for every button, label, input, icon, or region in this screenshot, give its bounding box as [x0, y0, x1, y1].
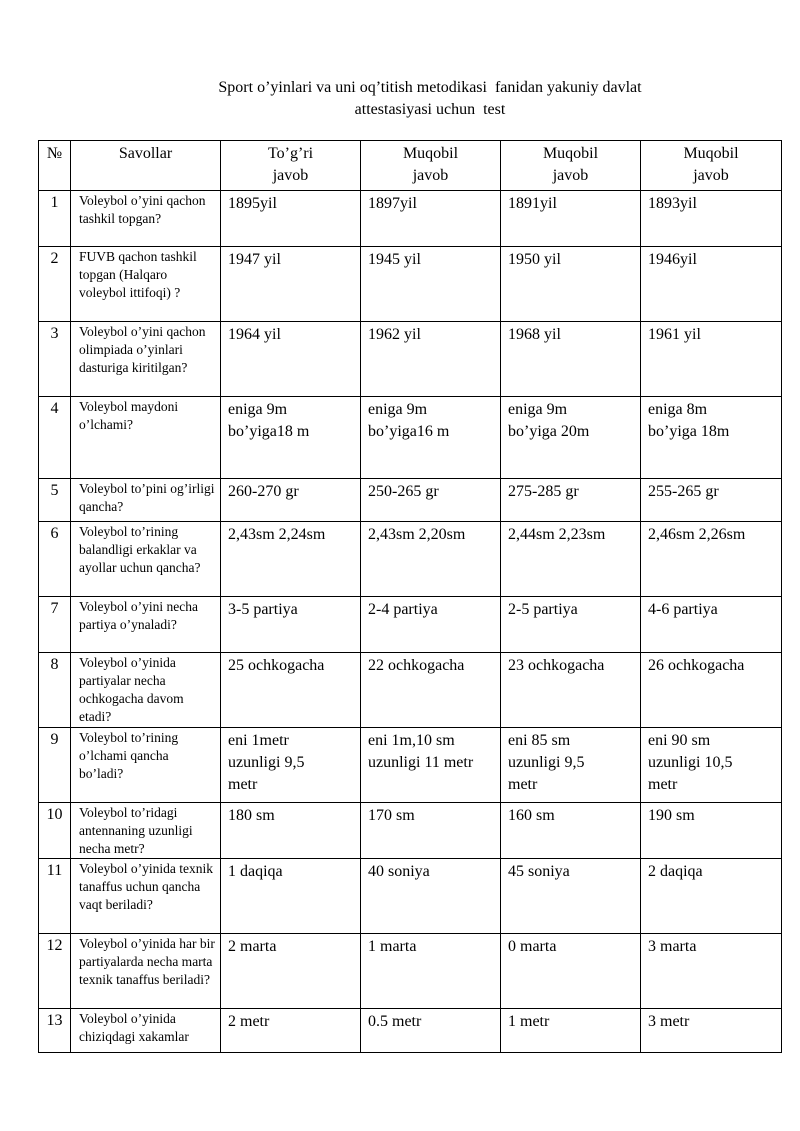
- row-number: 3: [39, 322, 71, 397]
- table-row: [39, 322, 782, 397]
- header-row: [39, 141, 782, 191]
- alternative-answer-cell: eniga 8m bo’yiga 18m: [641, 397, 782, 479]
- correct-answer-cell: 1964 yil: [221, 322, 361, 397]
- table-row: [39, 597, 782, 653]
- table-row: [39, 934, 782, 1009]
- alternative-answer-cell: 1 metr: [501, 1009, 641, 1053]
- alternative-answer-cell: 2-5 partiya: [501, 597, 641, 653]
- correct-answer-cell: 1947 yil: [221, 247, 361, 322]
- question-cell: Voleybol o’yinida texnik tanaffus uchun qancha vaqt beriladi?: [71, 859, 221, 934]
- correct-answer-cell: eniga 9m bo’yiga18 m: [221, 397, 361, 479]
- alternative-answer-cell: 2,46sm 2,26sm: [641, 522, 782, 597]
- header-correct-answer: To’g’ri javob: [221, 141, 361, 191]
- header-questions: Savollar: [71, 141, 221, 191]
- question-cell: Voleybol o’yinida har bir partiyalarda necha marta texnik tanaffus beriladi?: [71, 934, 221, 1009]
- question-cell: Voleybol to’ridagi antennaning uzunligi necha metr?: [71, 803, 221, 859]
- table-row: [39, 653, 782, 728]
- alternative-answer-cell: 4-6 partiya: [641, 597, 782, 653]
- alternative-answer-cell: 26 ochkogacha: [641, 653, 782, 728]
- question-cell: Voleybol maydoni o’lchami?: [71, 397, 221, 479]
- header-alternative-3: Muqobil javob: [641, 141, 782, 191]
- question-cell: Voleybol o’yini qachon olimpiada o’yinlari dasturiga kiritilgan?: [71, 322, 221, 397]
- alternative-answer-cell: 160 sm: [501, 803, 641, 859]
- correct-answer-cell: 2 metr: [221, 1009, 361, 1053]
- question-cell: Voleybol o’yinida chiziqdagi xakamlar: [71, 1009, 221, 1053]
- correct-answer-cell: 180 sm: [221, 803, 361, 859]
- title-line-2: attestasiyasi uchun test: [354, 101, 506, 118]
- alternative-answer-cell: 2,43sm 2,20sm: [361, 522, 501, 597]
- alternative-answer-cell: 0.5 metr: [361, 1009, 501, 1053]
- correct-answer-cell: 2 marta: [221, 934, 361, 1009]
- correct-answer-cell: 2,43sm 2,24sm: [221, 522, 361, 597]
- alternative-answer-cell: 23 ochkogacha: [501, 653, 641, 728]
- test-table: [38, 140, 782, 1053]
- row-number: 9: [39, 728, 71, 803]
- question-cell: Voleybol to’pini og’irligi qancha?: [71, 479, 221, 522]
- alternative-answer-cell: 275-285 gr: [501, 479, 641, 522]
- row-number: 2: [39, 247, 71, 322]
- alternative-answer-cell: 190 sm: [641, 803, 782, 859]
- header-alternative-1: Muqobil javob: [361, 141, 501, 191]
- document-title: [150, 77, 710, 121]
- alternative-answer-cell: eniga 9m bo’yiga 20m: [501, 397, 641, 479]
- row-number: 11: [39, 859, 71, 934]
- row-number: 13: [39, 1009, 71, 1053]
- row-number: 10: [39, 803, 71, 859]
- alternative-answer-cell: 40 soniya: [361, 859, 501, 934]
- alternative-answer-cell: eni 85 sm uzunligi 9,5 metr: [501, 728, 641, 803]
- alternative-answer-cell: 1968 yil: [501, 322, 641, 397]
- question-cell: Voleybol o’yini necha partiya o’ynaladi?: [71, 597, 221, 653]
- question-cell: Voleybol to’rining balandligi erkaklar va ayollar uchun qancha?: [71, 522, 221, 597]
- alternative-answer-cell: 1946yil: [641, 247, 782, 322]
- alternative-answer-cell: 2,44sm 2,23sm: [501, 522, 641, 597]
- correct-answer-cell: 25 ochkogacha: [221, 653, 361, 728]
- alternative-answer-cell: 3 metr: [641, 1009, 782, 1053]
- row-number: 5: [39, 479, 71, 522]
- table-row: [39, 397, 782, 479]
- table-row: [39, 803, 782, 859]
- table-row: [39, 859, 782, 934]
- correct-answer-cell: 1895yil: [221, 191, 361, 247]
- row-number: 4: [39, 397, 71, 479]
- table-row: [39, 479, 782, 522]
- alternative-answer-cell: 250-265 gr: [361, 479, 501, 522]
- alternative-answer-cell: 3 marta: [641, 934, 782, 1009]
- alternative-answer-cell: 1962 yil: [361, 322, 501, 397]
- alternative-answer-cell: 1897yil: [361, 191, 501, 247]
- alternative-answer-cell: 22 ochkogacha: [361, 653, 501, 728]
- alternative-answer-cell: 1 marta: [361, 934, 501, 1009]
- title-line-1: Sport o’yinlari va uni oq’titish metodikasi fanidan yakuniy davlat: [218, 79, 642, 96]
- alternative-answer-cell: 45 soniya: [501, 859, 641, 934]
- alternative-answer-cell: eni 90 sm uzunligi 10,5 metr: [641, 728, 782, 803]
- table-row: [39, 191, 782, 247]
- alternative-answer-cell: 1945 yil: [361, 247, 501, 322]
- row-number: 7: [39, 597, 71, 653]
- table-row: [39, 247, 782, 322]
- alternative-answer-cell: 2-4 partiya: [361, 597, 501, 653]
- alternative-answer-cell: 2 daqiqa: [641, 859, 782, 934]
- alternative-answer-cell: 0 marta: [501, 934, 641, 1009]
- question-cell: Voleybol o’yini qachon tashkil topgan?: [71, 191, 221, 247]
- alternative-answer-cell: 1950 yil: [501, 247, 641, 322]
- table-row: [39, 522, 782, 597]
- correct-answer-cell: 3-5 partiya: [221, 597, 361, 653]
- question-cell: Voleybol o’yinida partiyalar necha ochkogacha davom etadi?: [71, 653, 221, 728]
- alternative-answer-cell: 255-265 gr: [641, 479, 782, 522]
- row-number: 6: [39, 522, 71, 597]
- question-cell: FUVB qachon tashkil topgan (Halqaro voleybol ittifoqi) ?: [71, 247, 221, 322]
- alternative-answer-cell: 170 sm: [361, 803, 501, 859]
- table-row: [39, 1009, 782, 1053]
- header-alternative-2: Muqobil javob: [501, 141, 641, 191]
- question-cell: Voleybol to’rining o’lchami qancha bo’ladi?: [71, 728, 221, 803]
- alternative-answer-cell: 1893yil: [641, 191, 782, 247]
- alternative-answer-cell: eni 1m,10 sm uzunligi 11 metr: [361, 728, 501, 803]
- header-number: №: [39, 141, 71, 191]
- row-number: 8: [39, 653, 71, 728]
- alternative-answer-cell: 1961 yil: [641, 322, 782, 397]
- alternative-answer-cell: 1891yil: [501, 191, 641, 247]
- row-number: 1: [39, 191, 71, 247]
- correct-answer-cell: eni 1metr uzunligi 9,5 metr: [221, 728, 361, 803]
- alternative-answer-cell: eniga 9m bo’yiga16 m: [361, 397, 501, 479]
- correct-answer-cell: 260-270 gr: [221, 479, 361, 522]
- correct-answer-cell: 1 daqiqa: [221, 859, 361, 934]
- row-number: 12: [39, 934, 71, 1009]
- table-row: [39, 728, 782, 803]
